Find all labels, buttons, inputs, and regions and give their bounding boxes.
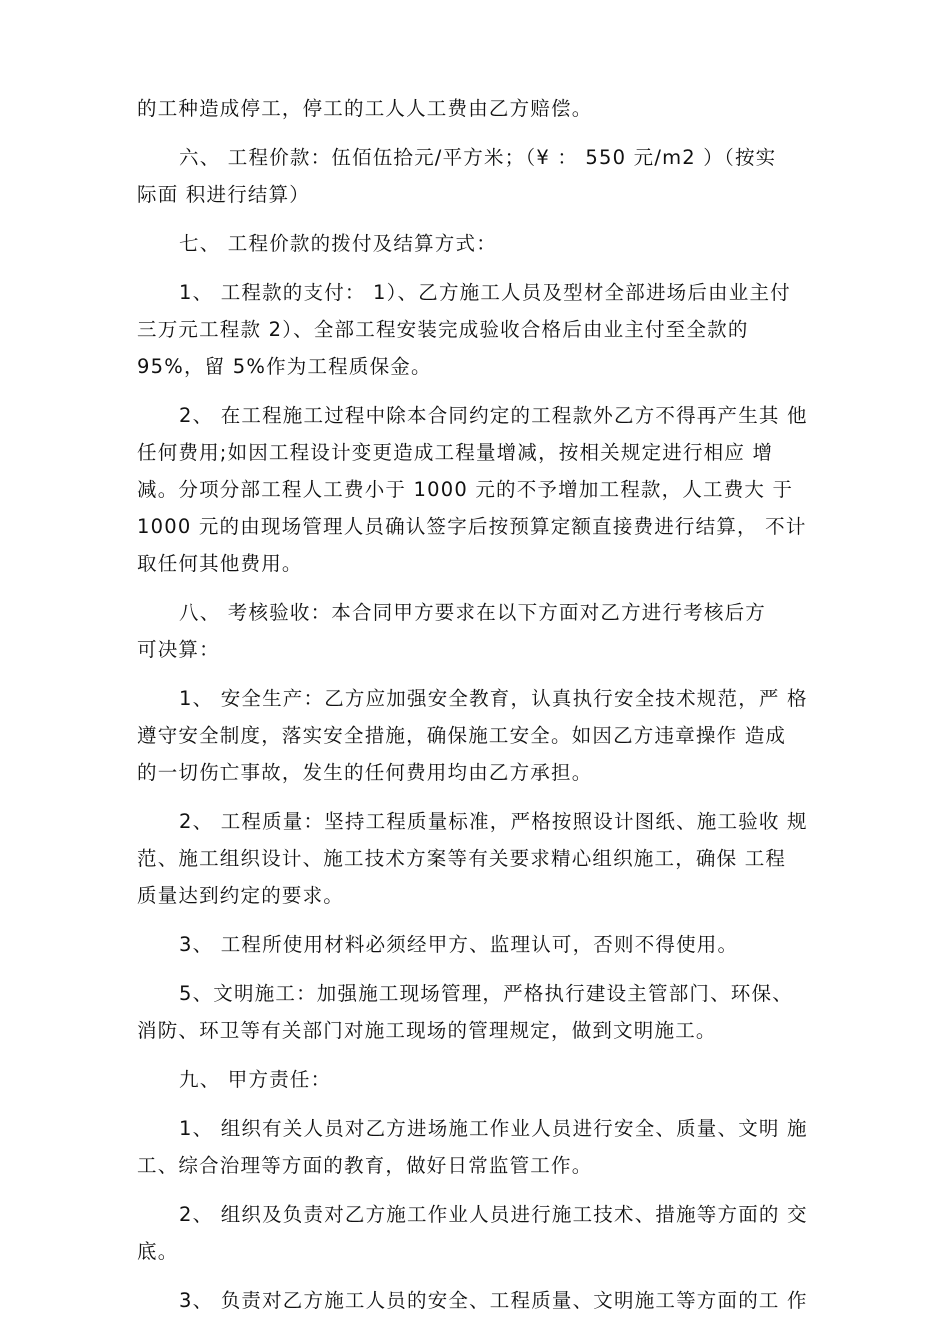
paragraph	[137, 90, 827, 127]
text-line: 质量达到约定的要求。	[137, 884, 345, 907]
paragraph	[137, 1110, 827, 1184]
text-line: 2、 组织及负责对乙方施工作业人员进行施工技术、措施等方面的 交	[179, 1203, 808, 1226]
text-line: 七、 工程价款的拨付及结算方式：	[179, 232, 497, 255]
text-line: 3、 工程所使用材料必须经甲方、监理认可，否则不得使用。	[179, 933, 739, 956]
text-line: 2、 工程质量：坚持工程质量标准，严格按照设计图纸、施工验收 规	[179, 810, 808, 833]
paragraph	[137, 1196, 827, 1270]
paragraph	[137, 926, 827, 963]
document-page	[137, 90, 827, 1331]
text-line: 5、文明施工：加强施工现场管理，严格执行建设主管部门、环保、	[179, 982, 793, 1005]
paragraph	[137, 975, 827, 1049]
text-line: 的一切伤亡事故，发生的任何费用均由乙方承担。	[137, 761, 593, 784]
text-line: 1、 安全生产：乙方应加强安全教育，认真执行安全技术规范，严 格	[179, 687, 808, 710]
text-line: 95%，留 5%作为工程质保金。	[137, 355, 432, 378]
text-line: 的工种造成停工，停工的工人人工费由乙方赔偿。	[137, 97, 593, 120]
text-line: 2、 在工程施工过程中除本合同约定的工程款外乙方不得再产生其 他	[179, 404, 808, 427]
paragraph	[137, 1061, 827, 1098]
text-line: 底。	[137, 1240, 179, 1263]
text-line: 可决算：	[137, 638, 220, 661]
text-line: 工、综合治理等方面的教育，做好日常监管工作。	[137, 1154, 593, 1177]
text-line: 遵守安全制度，落实安全措施，确保施工安全。如因乙方违章操作 造成	[137, 724, 787, 747]
text-line: 际面 积进行结算）	[137, 183, 310, 206]
text-line: 1、 组织有关人员对乙方进场施工作业人员进行安全、质量、文明 施	[179, 1117, 808, 1140]
text-line: 三万元工程款 2）、全部工程安装完成验收合格后由业主付至全款的	[137, 318, 749, 341]
text-line: 1、 工程款的支付： 1）、乙方施工人员及型材全部进场后由业主付	[179, 281, 791, 304]
text-line: 九、 甲方责任：	[179, 1068, 332, 1091]
text-line: 减。分项分部工程人工费小于 1000 元的不予增加工程款，人工费大 于	[137, 478, 794, 501]
text-line: 消防、环卫等有关部门对施工现场的管理规定，做到文明施工。	[137, 1019, 717, 1042]
paragraph	[137, 274, 827, 385]
paragraph	[137, 803, 827, 914]
text-line: 3、 负责对乙方施工人员的安全、工程质量、文明施工等方面的工 作	[179, 1289, 808, 1312]
text-line: 八、 考核验收：本合同甲方要求在以下方面对乙方进行考核后方	[179, 601, 766, 624]
paragraph	[137, 1282, 827, 1319]
text-line: 六、 工程价款：伍佰伍拾元/平方米；（¥ ： 550 元/m2 ）（按实	[179, 146, 777, 169]
text-line: 任何费用;如因工程设计变更造成工程量增减，按相关规定进行相应 增	[137, 441, 774, 464]
text-line: 范、施工组织设计、施工技术方案等有关要求精心组织施工，确保 工程	[137, 847, 787, 870]
paragraph	[137, 397, 827, 582]
paragraph	[137, 680, 827, 791]
paragraph	[137, 594, 827, 668]
paragraph	[137, 139, 827, 213]
paragraph	[137, 225, 827, 262]
text-line: 1000 元的由现场管理人员确认签字后按预算定额直接费进行结算， 不计	[137, 515, 807, 538]
text-line: 取任何其他费用。	[137, 552, 303, 575]
